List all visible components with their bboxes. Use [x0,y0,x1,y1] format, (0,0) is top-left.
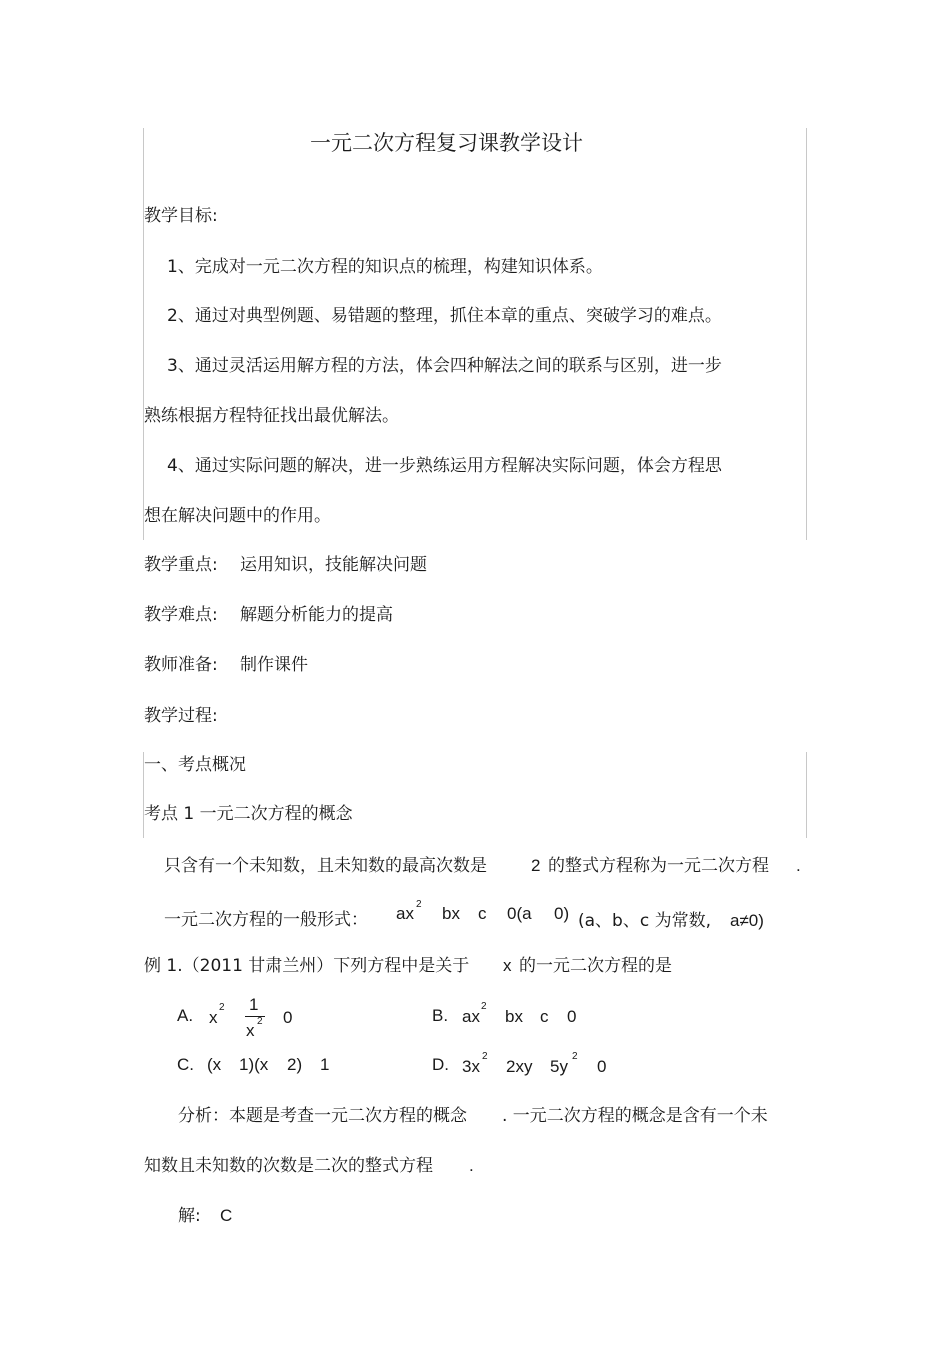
option-c-expr1: (x [207,1055,222,1074]
key-point-label: 教学重点: [144,555,218,575]
option-a-numerator: 1 [249,995,259,1014]
option-d-exponent-1: 2 [482,1051,488,1062]
option-d-2xy: 2xy [506,1057,533,1076]
option-a-den-exponent: 2 [257,1016,263,1027]
left-margin-rule [143,128,144,540]
option-b-bx: bx [505,1007,523,1026]
general-form-zero2: 0) [554,904,570,923]
topic-heading: 考点 1 一元二次方程的概念 [144,804,353,824]
option-a-zero: 0 [283,1008,293,1027]
definition-part2: 的整式方程称为一元二次方程 [548,856,769,876]
general-form-condition: a≠0) [730,911,764,930]
preparation-label: 教师准备: [144,655,218,675]
objectives-heading: 教学目标: [144,206,218,226]
option-a-exponent: 2 [219,1002,225,1013]
option-b-exponent: 2 [481,1001,487,1012]
general-form-ax: ax [396,904,414,923]
process-heading: 教学过程: [144,706,218,726]
option-c-expr2: 1)(x [239,1055,269,1074]
option-d-5y: 5y [550,1057,568,1076]
analysis-line1a: 分析：本题是考查一元二次方程的概念 [178,1106,467,1126]
definition-number: 2 [531,856,541,875]
option-d-3x: 3x [462,1057,480,1076]
general-form-note: (a、b、c 为常数, [578,911,711,931]
general-form-label: 一元二次方程的一般形式： [164,910,368,930]
example-variable: x [503,956,512,975]
page-title: 一元二次方程复习课教学设计 [310,131,583,155]
general-form-bx: bx [442,904,460,923]
preparation-value: 制作课件 [240,655,308,675]
option-d-zero: 0 [597,1057,607,1076]
right-margin-rule-2 [806,752,807,838]
example-stem-end: 的一元二次方程的是 [519,956,672,976]
analysis-line2b: . [469,1156,474,1175]
option-c-expr3: 2) [287,1055,303,1074]
option-a-denominator: x [246,1021,255,1040]
right-margin-rule [806,128,807,540]
difficulty-label: 教学难点: [144,605,218,625]
key-point-value: 运用知识，技能解决问题 [240,555,427,575]
option-d-exponent-2: 2 [572,1051,578,1062]
option-c-label: C. [177,1055,194,1074]
example-stem: 例 1.（2011 甘肃兰州）下列方程中是关于 [144,956,470,976]
objective-2: 2、通过对典型例题、易错题的整理，抓住本章的重点、突破学习的难点。 [167,306,722,326]
definition-part1: 只含有一个未知数，且未知数的最高次数是 [164,856,487,876]
section-heading: 一、考点概况 [144,755,246,775]
solution-answer: C [220,1206,233,1225]
objective-4-line1: 4、通过实际问题的解决，进一步熟练运用方程解决实际问题，体会方程思 [167,456,722,476]
difficulty-value: 解题分析能力的提高 [240,605,393,625]
objective-3-line2: 熟练根据方程特征找出最优解法。 [144,406,399,426]
general-form-exponent: 2 [416,899,422,910]
objective-1: 1、完成对一元二次方程的知识点的梳理，构建知识体系。 [167,257,603,277]
option-d-label: D. [432,1055,449,1074]
option-c-rhs: 1 [320,1055,330,1074]
analysis-line1b: . 一元二次方程的概念是含有一个未 [502,1106,768,1126]
option-a-label: A. [177,1006,194,1025]
general-form-zero: 0(a [507,904,532,923]
option-b-ax: ax [462,1007,480,1026]
solution-label: 解: [178,1206,201,1226]
option-a-x: x [209,1008,218,1027]
definition-period: . [796,856,801,875]
option-b-zero: 0 [567,1007,577,1026]
option-b-c: c [540,1007,549,1026]
analysis-line2a: 知数且未知数的次数是二次的整式方程 [144,1156,433,1176]
general-form-c: c [478,904,487,923]
objective-4-line2: 想在解决问题中的作用。 [144,506,331,526]
option-b-label: B. [432,1006,449,1025]
objective-3-line1: 3、通过灵活运用解方程的方法，体会四种解法之间的联系与区别，进一步 [167,356,722,376]
